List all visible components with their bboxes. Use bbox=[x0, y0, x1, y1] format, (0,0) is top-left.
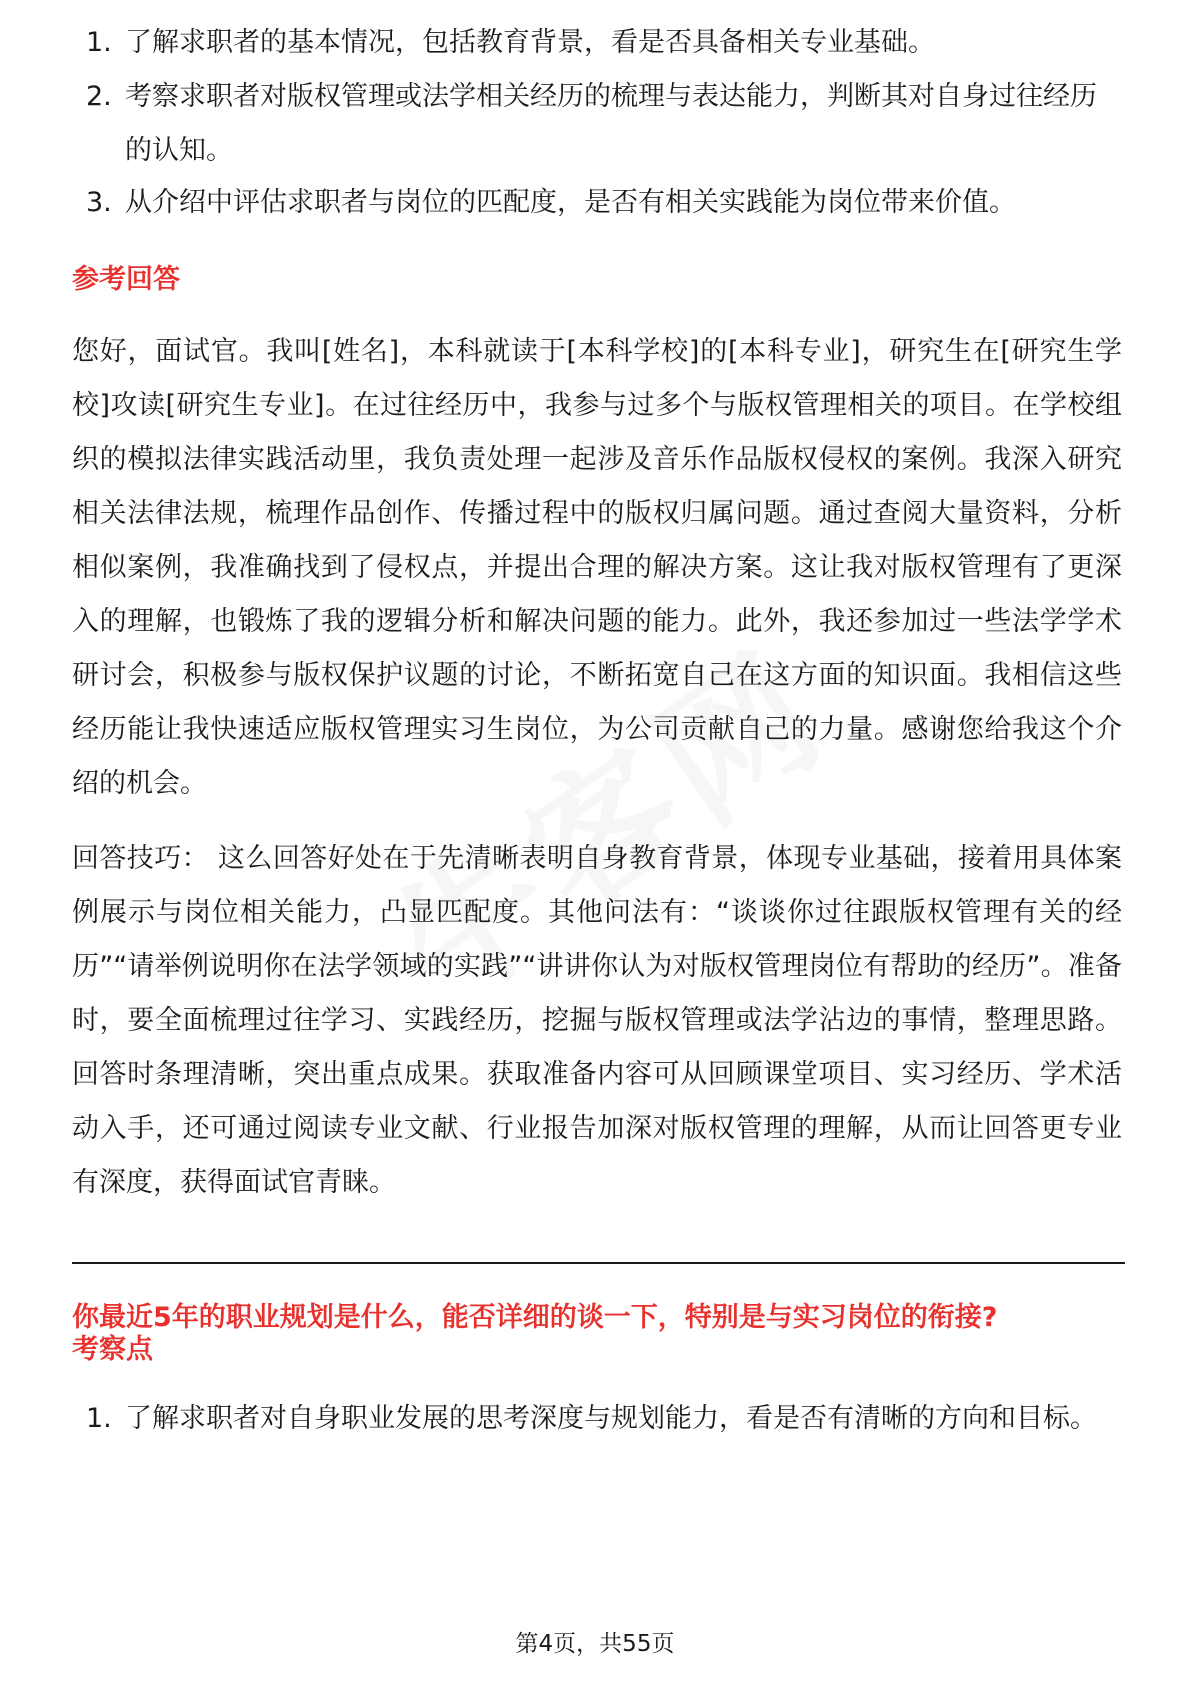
list-item-text: 了解求职者的基本情况，包括教育背景，看是否具备相关专业基础。 bbox=[125, 27, 935, 58]
focus-points-list bbox=[72, 1392, 1122, 1446]
list-item-number: 3. bbox=[86, 187, 112, 218]
list-item-number: 1. bbox=[86, 1403, 112, 1434]
page-number: 第4页，共55页 bbox=[515, 1631, 675, 1657]
list-item bbox=[72, 176, 1122, 230]
question-title: 你最近5年的职业规划是什么，能否详细的谈一下，特别是与实习岗位的衔接? bbox=[72, 1302, 998, 1333]
list-item bbox=[72, 70, 1122, 178]
reference-answer-text: 您好，面试官。我叫[姓名]，本科就读于[本科学校]的[本科专业]，研究生在[研究生学校]攻读[研究生专业]。在过往经历中，我参与过多个与版权管理相关的项目。在学校组织的模拟法律实践活动里，我负责处理一起涉及音乐作品版权侵权的案例。我深入研究相关法律法规，梳理作品创作、传播过程中的版权归属问题。通过查阅大量资料，分析相似案例，我准确找到了侵权点，并提出合理的解决方案。这让我对版权管理有了更深入的理解，也锻炼了我的逻辑分析和解决问题的能力。此外，我还参加过一些法学学术研讨会，积极参与版权保护议题的讨论，不断拓宽自己在这方面的知识面。我相信这些经历能让我快速适应版权管理实习生岗位，为公司贡献自己的力量。感谢您给我这个介绍的机会。 bbox=[72, 336, 1122, 799]
focus-points-heading: 考察点 bbox=[72, 1334, 153, 1365]
list-item bbox=[72, 1392, 1122, 1446]
answer-tips-text: 回答技巧： 这么回答好处在于先清晰表明自身教育背景，体现专业基础，接着用具体案例展示与岗位相关能力，凸显匹配度。其他问法有：“谈谈你过往跟版权管理有关的经历”“请举例说明你在法学领域的实践”“讲讲你认为对版权管理岗位有帮助的经历”。准备时，要全面梳理过往学习、实践经历，挖掘与版权管理或法学沾边的事情，整理思路。回答时条理清晰，突出重点成果。获取准备内容可从回顾课堂项目、实习经历、学术活动入手，还可通过阅读专业文献、行业报告加深对版权管理的理解，从而让回答更专业有深度，获得面试官青睐。 bbox=[72, 843, 1122, 1198]
reference-answer-heading: 参考回答 bbox=[72, 264, 180, 295]
list-item-text: 考察求职者对版权管理或法学相关经历的梳理与表达能力，判断其对自身过往经历的认知。 bbox=[125, 81, 1097, 166]
focus-points-list-previous bbox=[72, 16, 1122, 230]
list-item-number: 2. bbox=[86, 81, 112, 112]
list-item-text: 了解求职者对自身职业发展的思考深度与规划能力，看是否有清晰的方向和目标。 bbox=[125, 1403, 1097, 1434]
list-item-number: 1. bbox=[86, 27, 112, 58]
list-item-text: 从介绍中评估求职者与岗位的匹配度，是否有相关实践能为岗位带来价值。 bbox=[125, 187, 1016, 218]
section-divider bbox=[72, 1262, 1125, 1264]
list-item bbox=[72, 16, 1122, 70]
